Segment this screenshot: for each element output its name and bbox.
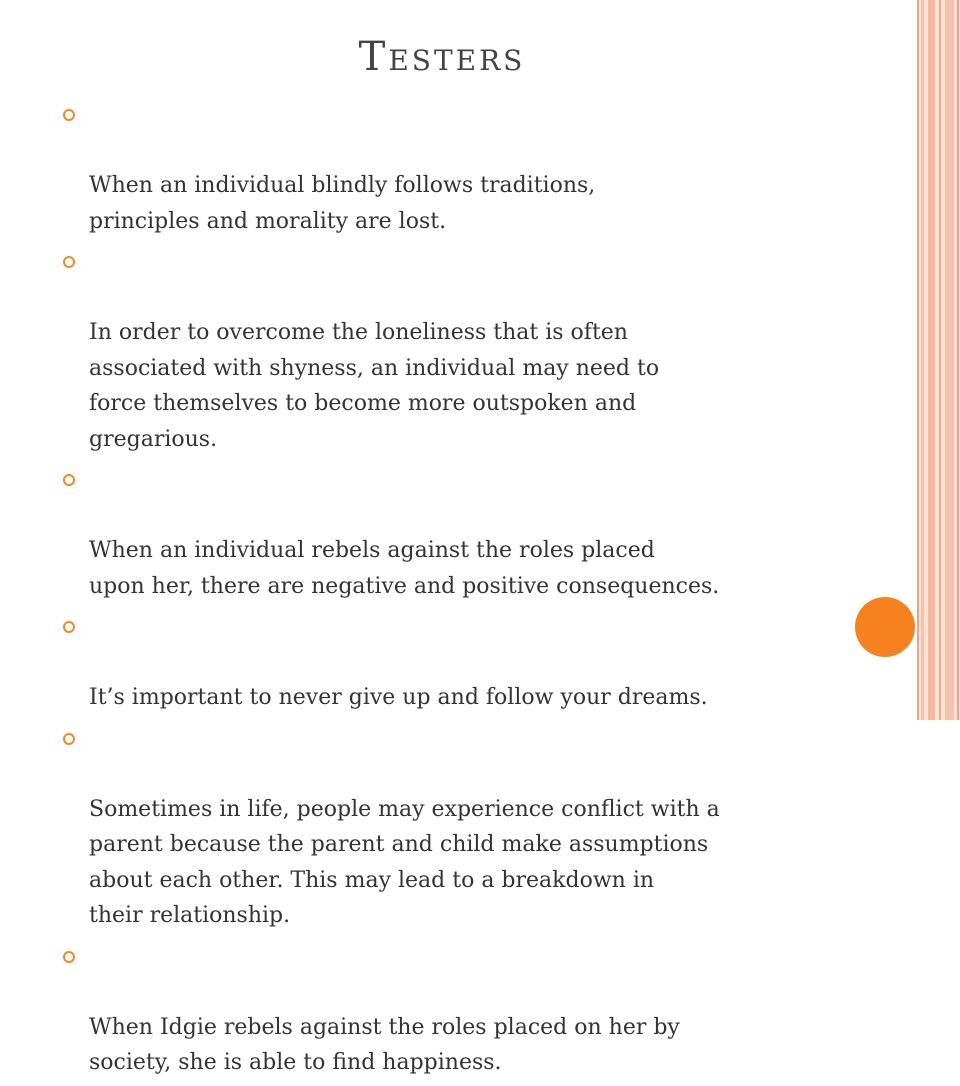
bullet-text: When Idgie rebels against the roles placed on her by society, she is able to find happiness. (89, 1014, 680, 1075)
decorative-orange-circle (855, 597, 915, 657)
stripe (928, 0, 935, 720)
bullet-circle-icon (63, 474, 75, 486)
bullet-item (60, 609, 860, 716)
bullet-item (60, 462, 860, 604)
bullet-circle-icon (63, 109, 75, 121)
decorative-edge-stripes (919, 0, 960, 720)
bullet-item (60, 244, 860, 457)
bullet-circle-icon (63, 621, 75, 633)
bullet-item (60, 97, 860, 239)
bullet-item (60, 721, 860, 934)
stripe (957, 0, 959, 720)
bullet-text: Sometimes in life, people may experience conflict with a parent because the parent and child make assumptions about each other. This may lead to a breakdown in their relationship. (89, 796, 720, 928)
bullet-list (60, 97, 860, 1086)
bullet-text: In order to overcome the loneliness that is often associated with shyness, an individual may need to force themselves to become more outspoken and gregarious. (89, 320, 660, 452)
bullet-circle-icon (63, 256, 75, 268)
bullet-text: When an individual blindly follows traditions, principles and morality are lost. (89, 173, 596, 234)
bullet-circle-icon (63, 733, 75, 745)
slide-title: Testers (358, 34, 526, 80)
bullet-text: When an individual rebels against the roles placed upon her, there are negative and positive consequences. (89, 538, 720, 599)
stripe (945, 0, 954, 720)
stripe (921, 0, 924, 720)
bullet-text: It’s important to never give up and follow your dreams. (89, 685, 708, 710)
bullet-item (60, 939, 860, 1081)
stripe (939, 0, 941, 720)
bullet-circle-icon (63, 951, 75, 963)
